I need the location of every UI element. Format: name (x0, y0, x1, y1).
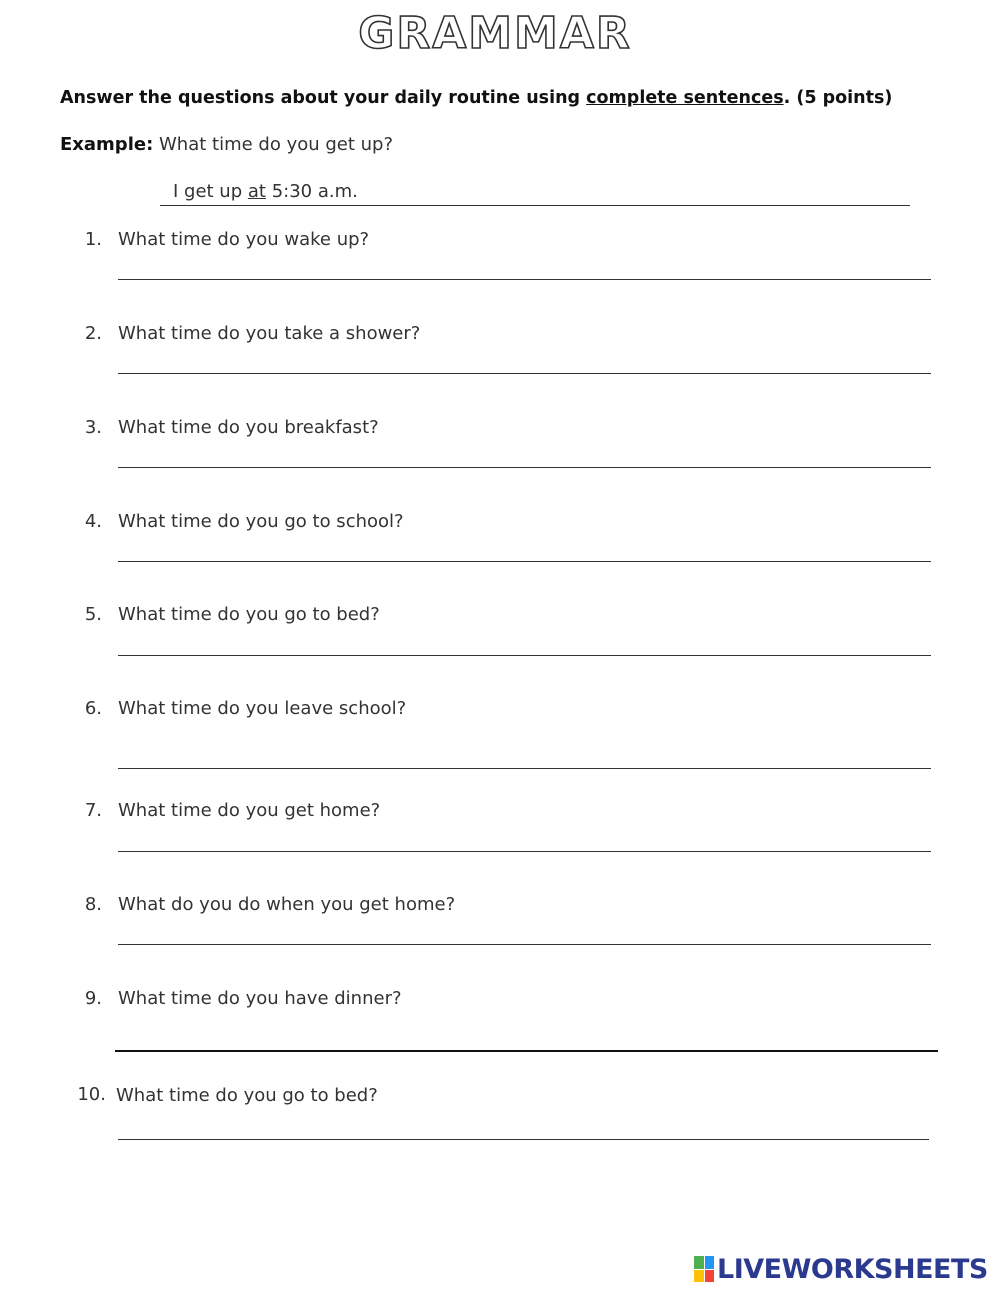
example-answer-preposition: at (247, 181, 266, 202)
worksheet-title: GRAMMAR (358, 8, 632, 59)
answer-line[interactable] (118, 851, 931, 852)
question-number: 9. (84, 988, 102, 1009)
answer-line[interactable] (118, 1139, 929, 1140)
question-number: 4. (84, 511, 102, 532)
example-question-text: What time do you get up? (153, 134, 394, 155)
answer-line[interactable] (118, 373, 931, 374)
instructions (60, 88, 892, 108)
logo-mark-cell (705, 1270, 715, 1283)
question-text: What time do you wake up? (118, 229, 370, 250)
answer-line[interactable] (118, 467, 931, 468)
logo-mark-cell (694, 1256, 704, 1269)
question-text: What time do you go to bed? (116, 1085, 378, 1106)
logo-text: LIVEWORKSHEETS (717, 1253, 988, 1285)
question-number: 3. (84, 417, 102, 438)
instructions-points: . (5 points) (783, 88, 893, 108)
question-number: 10. (77, 1084, 106, 1105)
question-number: 7. (84, 800, 102, 821)
question-text: What time do you go to school? (118, 511, 404, 532)
example-answer (173, 181, 358, 202)
answer-line[interactable] (118, 655, 931, 656)
example-answer-time: 5:30 a.m. (265, 181, 358, 202)
answer-line[interactable] (118, 944, 931, 945)
answer-line[interactable] (118, 561, 931, 562)
question-number: 6. (84, 698, 102, 719)
question-number: 2. (84, 323, 102, 344)
question-text: What time do you breakfast? (118, 417, 379, 438)
question-text: What time do you have dinner? (118, 988, 402, 1009)
logo-mark-cell (705, 1256, 715, 1269)
instructions-text: Answer the questions about your daily routine using (60, 88, 587, 108)
question-number: 5. (84, 604, 102, 625)
question-text: What time do you take a shower? (118, 323, 421, 344)
instructions-emphasis: complete sentences (586, 88, 784, 108)
question-number: 8. (84, 894, 102, 915)
question-text: What time do you go to bed? (118, 604, 380, 625)
example-label: Example: (60, 134, 154, 155)
question-text: What time do you leave school? (118, 698, 407, 719)
question-number: 1. (84, 229, 102, 250)
answer-line[interactable] (115, 1050, 938, 1052)
example-answer-line (160, 205, 910, 206)
logo-mark-cell (694, 1270, 704, 1283)
answer-line[interactable] (118, 279, 931, 280)
question-text: What do you do when you get home? (118, 894, 456, 915)
question-text: What time do you get home? (118, 800, 381, 821)
logo-mark-icon (694, 1256, 714, 1282)
example-question (60, 134, 393, 155)
example-answer-start: I get up (173, 181, 248, 202)
answer-line[interactable] (118, 768, 931, 769)
liveworksheets-logo (694, 1254, 988, 1284)
